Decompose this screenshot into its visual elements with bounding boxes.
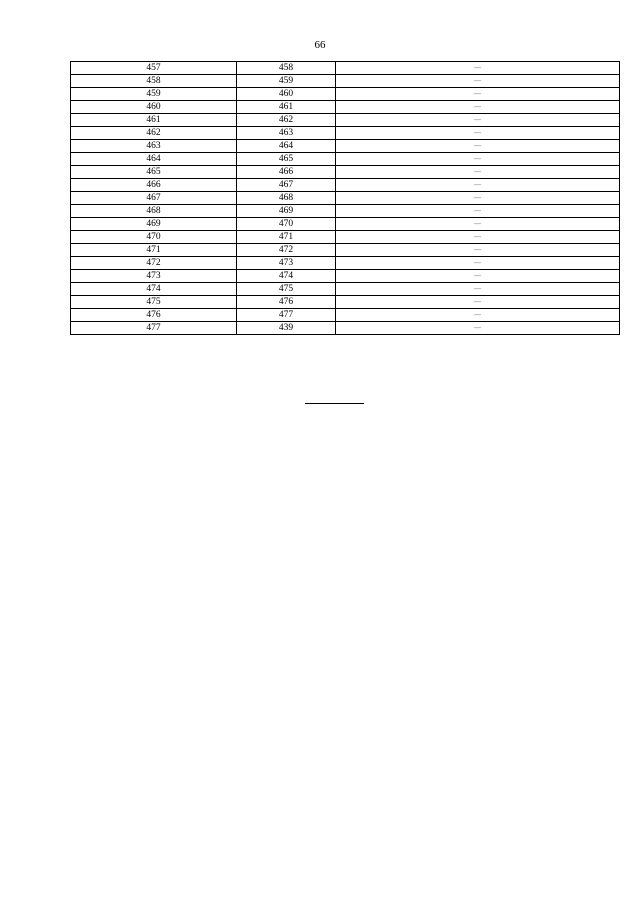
table-cell: — [336,62,620,75]
table-cell: 476 [71,309,237,322]
table-body [71,62,620,335]
table-row [71,296,620,309]
table-cell: — [336,114,620,127]
table-cell: 463 [237,127,336,140]
table-cell: 460 [71,101,237,114]
table-cell: — [336,296,620,309]
table-cell: 459 [237,75,336,88]
end-of-document-rule [305,403,364,404]
table-row [71,231,620,244]
table-cell: — [336,205,620,218]
table-row [71,205,620,218]
table-row [71,101,620,114]
table-row [71,179,620,192]
table-cell: — [336,101,620,114]
table-cell: 474 [237,270,336,283]
table-cell: — [336,88,620,101]
table-cell: 472 [71,257,237,270]
table-cell: 465 [71,166,237,179]
table-cell: — [336,179,620,192]
table-cell: 466 [237,166,336,179]
table-cell: 439 [237,322,336,335]
table-cell: 463 [71,140,237,153]
table-cell: — [336,283,620,296]
table-cell: 471 [237,231,336,244]
table-cell: — [336,192,620,205]
table-cell: 477 [237,309,336,322]
table-cell: — [336,309,620,322]
table-cell: — [336,218,620,231]
table-cell: — [336,231,620,244]
table-cell: 474 [71,283,237,296]
table-row [71,140,620,153]
table-row [71,75,620,88]
table-row [71,218,620,231]
table-cell: — [336,127,620,140]
table-cell: — [336,322,620,335]
table-cell: 469 [71,218,237,231]
table-cell: 475 [71,296,237,309]
table-cell: 465 [237,153,336,166]
table-cell: 475 [237,283,336,296]
table-row [71,270,620,283]
table-cell: 477 [71,322,237,335]
table-cell: — [336,153,620,166]
table-cell: — [336,244,620,257]
table-cell: 459 [71,88,237,101]
table-cell: 473 [237,257,336,270]
table-cell: 460 [237,88,336,101]
table-row [71,283,620,296]
table-row [71,62,620,75]
table-cell: — [336,257,620,270]
table-cell: 470 [237,218,336,231]
table-cell: 462 [71,127,237,140]
table-cell: 457 [71,62,237,75]
table-cell: 464 [237,140,336,153]
table-cell: 458 [71,75,237,88]
table-cell: 467 [237,179,336,192]
table-cell: 461 [237,101,336,114]
table-row [71,257,620,270]
table-cell: — [336,140,620,153]
table-row [71,192,620,205]
table-cell: 472 [237,244,336,257]
table-cell: 466 [71,179,237,192]
data-table [70,61,620,335]
page-number: 66 [314,39,326,51]
table-cell: 462 [237,114,336,127]
table-cell: — [336,75,620,88]
table-cell: 473 [71,270,237,283]
table-cell: 476 [237,296,336,309]
table-cell: 470 [71,231,237,244]
table-row [71,114,620,127]
table-cell: 461 [71,114,237,127]
table-row [71,166,620,179]
table-cell: — [336,166,620,179]
table-cell: 468 [237,192,336,205]
table-row [71,153,620,166]
table-cell: — [336,270,620,283]
table-row [71,244,620,257]
table-cell: 467 [71,192,237,205]
table-row [71,127,620,140]
table-row [71,88,620,101]
table-cell: 469 [237,205,336,218]
table-cell: 458 [237,62,336,75]
table-cell: 464 [71,153,237,166]
table-cell: 471 [71,244,237,257]
table-row [71,309,620,322]
table-row [71,322,620,335]
table-cell: 468 [71,205,237,218]
